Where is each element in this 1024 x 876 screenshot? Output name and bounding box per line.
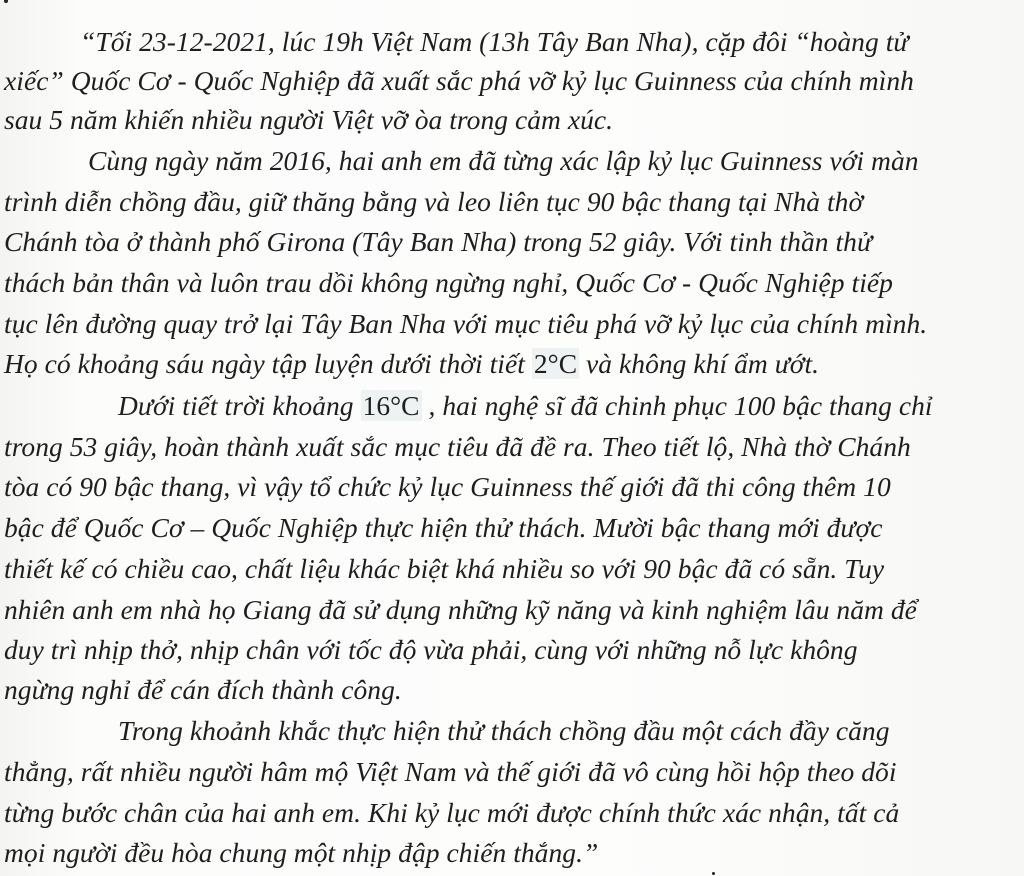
- text-segment: Họ có khoảng sáu ngày tập luyện dưới thời tiết: [4, 348, 532, 379]
- text-line: tòa có 90 bậc thang, vì vậy tổ chức kỷ lục Guinness thế giới đã thi công thêm 10: [4, 471, 891, 502]
- text-line: nhiên anh em nhà họ Giang đã sử dụng những kỹ năng và kinh nghiệm lâu năm để: [4, 594, 917, 625]
- text-line: tục lên đường quay trở lại Tây Ban Nha với mục tiêu phá vỡ kỷ lục của chính mình.: [4, 308, 928, 339]
- text-line: “Tối 23-12-2021, lúc 19h Việt Nam (13h Tây Ban Nha), cặp đôi “hoàng tử: [80, 26, 909, 57]
- text-line: [118, 386, 933, 426]
- text-line: trong 53 giây, hoàn thành xuất sắc mục tiêu đã đề ra. Theo tiết lộ, Nhà thờ Chánh: [4, 431, 911, 462]
- text-line: ngừng nghỉ để cán đích thành công.: [4, 674, 402, 705]
- top-ink-speck: [4, 0, 8, 3]
- text-line: xiếc” Quốc Cơ - Quốc Nghiệp đã xuất sắc phá vỡ kỷ lục Guinness của chính mình: [4, 65, 914, 96]
- text-line: mọi người đều hòa chung một nhịp đập chiến thắng.”: [4, 837, 599, 868]
- text-line: [4, 344, 819, 384]
- text-line: Chánh tòa ở thành phố Girona (Tây Ban Nha) trong 52 giây. Với tinh thần thử: [4, 226, 873, 257]
- text-segment: và không khí ẩm ướt.: [579, 348, 820, 379]
- text-segment: , hai nghệ sĩ đã chinh phục 100 bậc thang chỉ: [421, 390, 933, 421]
- bottom-ink-speck: [712, 872, 715, 875]
- temperature-value: 2°C: [533, 348, 578, 379]
- text-line: thách bản thân và luôn trau dồi không ngừng nghỉ, Quốc Cơ - Quốc Nghiệp tiếp: [4, 267, 893, 298]
- text-line: Trong khoảnh khắc thực hiện thử thách chồng đầu một cách đầy căng: [118, 715, 890, 746]
- text-line: Cùng ngày năm 2016, hai anh em đã từng xác lập kỷ lục Guinness với màn: [88, 145, 919, 176]
- temperature-value: 16°C: [362, 390, 420, 421]
- text-line: thẳng, rất nhiều người hâm mộ Việt Nam và thế giới đã vô cùng hồi hộp theo dõi: [4, 756, 897, 787]
- text-line: từng bước chân của hai anh em. Khi kỷ lục mới được chính thức xác nhận, tất cả: [4, 797, 900, 828]
- text-line: trình diễn chồng đầu, giữ thăng bằng và leo liên tục 90 bậc thang tại Nhà thờ: [4, 186, 864, 217]
- text-segment: Dưới tiết trời khoảng: [118, 390, 361, 421]
- text-line: duy trì nhịp thở, nhịp chân với tốc độ vừa phải, cùng với những nỗ lực không: [4, 634, 858, 665]
- text-line: sau 5 năm khiến nhiều người Việt vỡ òa trong cảm xúc.: [4, 104, 614, 135]
- text-line: bậc để Quốc Cơ – Quốc Nghiệp thực hiện thử thách. Mười bậc thang mới được: [4, 512, 883, 543]
- text-line: thiết kế có chiều cao, chất liệu khác biệt khá nhiều so với 90 bậc đã có sẵn. Tuy: [4, 553, 885, 584]
